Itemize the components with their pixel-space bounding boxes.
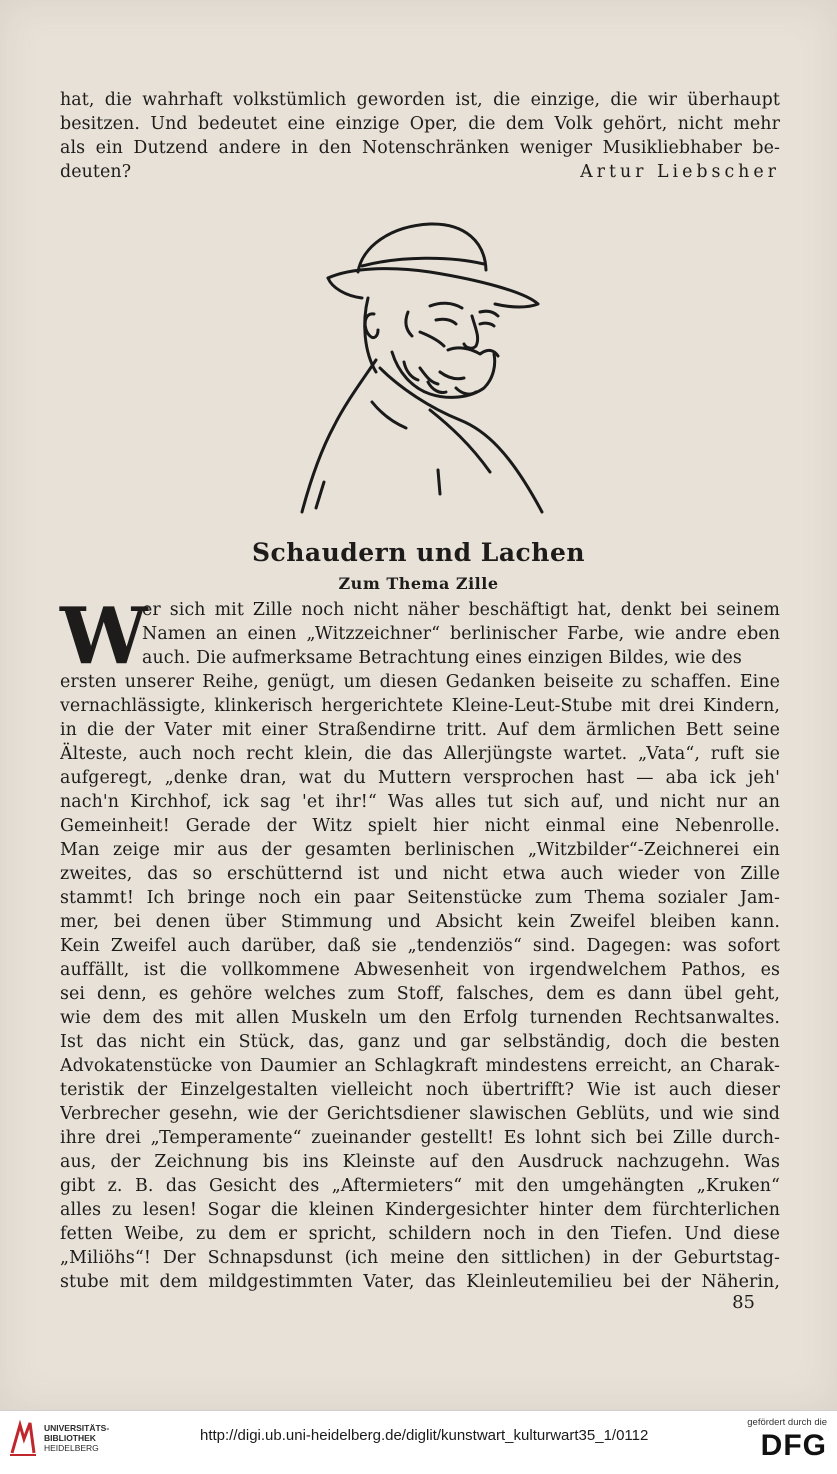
text-line: Advokatenstücke von Daumier an Schlagkraft mindestens erreicht, an Charak- [60,1056,780,1076]
text-line: ersten unserer Reihe, genügt, um diesen Gedanken beiseite zu schaffen. Eine [60,672,780,692]
article-title: Schaudern und Lachen [251,538,586,567]
funder-caption: gefördert durch die [747,1417,827,1428]
text-line: Älteste, auch noch recht klein, die das Allerjüngste wartet. „Vata“, ruft sie [60,744,780,764]
text-line: auffällt, ist die vollkommene Abwesenheit von irgendwelchem Pathos, es [60,960,780,980]
text-line: als ein Dutzend andere in den Notenschränken weniger Musikliebhaber be- [60,138,780,158]
text-line: Namen an einen „Witzzeichner“ berlinischer Farbe, wie andre eben [142,624,780,644]
university-library-logo[interactable] [8,1419,109,1457]
text-line: teristik der Einzelgestalten vielleicht noch übertrifft? Wie ist auch dieser [60,1080,780,1100]
text-line: stammt! Ich bringe noch ein paar Seitenstücke zum Thema sozialer Jam- [60,888,780,908]
author-line [60,160,780,184]
text-line: hat, die wahrhaft volkstümlich geworden ist, die einzige, die wir überhaupt [60,90,780,110]
zille-portrait-illustration [280,212,560,527]
text-line: Kein Zweifel auch darüber, daß sie „tendenziös“ sind. Dagegen: was sofort [60,936,780,956]
dropcap-letter: W [60,591,148,682]
text-line: Ist das nicht ein Stück, das, ganz und gar selbständig, doch die besten [60,1032,780,1052]
text-line: aufgeregt, „denke dran, wat du Muttern versprochen hast — aba ick jeh' [60,768,780,788]
text-line: aus, der Zeichnung bis ins Kleinste auf den Ausdruck nachzugehn. Was [60,1152,780,1172]
text-line: Man zeige mir aus der gesamten berlinischen „Witzbilder“-Zeichnerei ein [60,840,780,860]
dfg-logo-text: DFG [760,1429,827,1462]
text-line: sei denn, es gehöre welches zum Stoff, falsches, dem es dann übel geht, [60,984,780,1004]
library-emblem-icon [8,1419,38,1457]
text-line: „Miliöhs“! Der Schnapsdunst (ich meine den sittlichen) in der Geburtstag- [60,1248,780,1268]
text-line: nach'n Kirchhof, ick sag 'et ihr!“ Was alles tut sich auf, und nicht nur an [60,792,780,812]
text-line: ihre drei „Temperamente“ zueinander gestellt! Es lohnt sich bei Zille durch- [60,1128,780,1148]
author-signature: Artur Liebscher [580,162,780,182]
text-line-end: deuten? [60,162,132,182]
article-subtitle: Zum Thema Zille [338,574,499,593]
text-line: mer, bei denen über Stimmung und Absicht kein Zweifel bleiben kann. [60,912,780,932]
text-line: gibt z. B. das Gesicht des „Aftermieters“ mit den umgehängten „Kruken“ [60,1176,780,1196]
page-number: 85 [732,1292,755,1313]
article-body [60,591,780,1294]
text-line: er sich mit Zille noch nicht näher beschäftigt hat, denkt bei seinem [142,600,780,620]
dfg-funder-logo[interactable] [747,1417,827,1464]
text-line: stube mit dem mildgestimmten Vater, das Kleinleutemilieu bei der Näherin, [60,1272,780,1292]
text-line: fetten Weibe, zu dem er spricht, schildern noch in den Tiefen. Und diese [60,1224,780,1244]
previous-article-ending [60,88,780,184]
text-line: wie dem des mit allen Muskeln um den Erfolg turnenden Rechtsanwaltes. [60,1008,780,1028]
permalink-url[interactable]: http://digi.ub.uni-heidelberg.de/diglit/kunstwart_kulturwart35_1/0112 [200,1427,649,1444]
text-line: vernachlässigte, klinkerisch hergerichtete Kleine-Leut-Stube mit drei Kindern, [60,696,780,716]
text-line: auch. Die aufmerksame Betrachtung eines einzigen Bildes, wie des [142,648,742,668]
viewer-footer [0,1410,837,1474]
library-name: UNIVERSITÄTS- BIBLIOTHEK HEIDELBERG [44,1423,110,1453]
text-line: alles zu lesen! Sogar die kleinen Kindergesichter hinter dem fürchterlichen [60,1200,780,1220]
text-line: besitzen. Und bedeutet eine einzige Oper, die dem Volk gehört, nicht mehr [60,114,780,134]
text-line: in die der Vater mit einer Straßendirne tritt. Auf dem ärmlichen Bett seine [60,720,780,740]
text-line: zweites, das so erschütternd ist und nicht etwa auch wieder von Zille [60,864,780,884]
text-line: Gemeinheit! Gerade der Witz spielt hier nicht einmal eine Nebenrolle. [60,816,780,836]
text-line: Verbrecher gesehn, wie der Gerichtsdiener slawischen Geblüts, und wie sind [60,1104,780,1124]
